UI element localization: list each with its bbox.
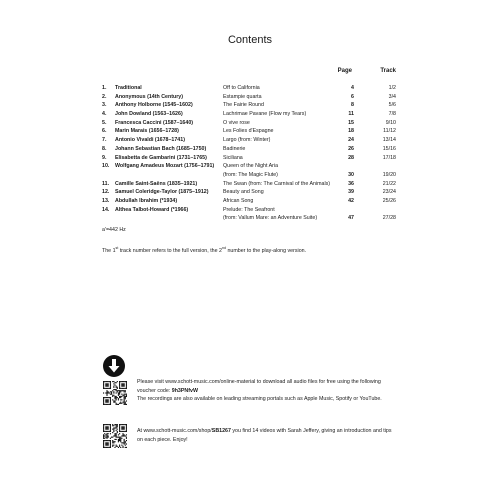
table-row	[102, 84, 402, 93]
entry-number: 12.	[102, 189, 110, 196]
composer-name: Wolfgang Amadeus Mozart (1756–1791)	[115, 163, 215, 170]
page-number: 24	[348, 137, 354, 144]
entry-number: 2.	[102, 93, 107, 100]
video-info	[137, 427, 397, 444]
page-number: 28	[348, 154, 354, 161]
composer-name: Anonymous (14th Century)	[115, 93, 183, 100]
table-row	[102, 154, 402, 163]
tuning-note: a'=442 Hz	[102, 227, 126, 233]
table-row	[102, 110, 402, 119]
table-row	[102, 136, 402, 145]
piece-title: Off to California	[223, 85, 260, 91]
piece-title: (from: The Magic Flute)	[223, 171, 278, 178]
composer-name: Abdullah Ibrahim (*1934)	[115, 197, 178, 204]
entry-number: 5.	[102, 119, 107, 126]
note-text-3: number to the play-along version.	[225, 247, 307, 254]
composer-name: Samuel Coleridge-Taylor (1875–1912)	[115, 189, 209, 196]
page-number: 30	[348, 171, 354, 178]
composer-name: Marin Marais (1656–1728)	[115, 128, 179, 135]
column-header-track: Track	[380, 68, 396, 74]
entry-number: 10.	[102, 163, 110, 170]
track-number: 7/8	[388, 111, 396, 118]
track-number: 21/22	[382, 180, 396, 187]
piece-title: Prelude: The Seafront	[223, 206, 275, 213]
composer-name: Johann Sebastian Bach (1685–1750)	[115, 145, 207, 152]
page-title: Contents	[227, 34, 273, 46]
track-number: 19/20	[382, 171, 396, 178]
entry-number: 3.	[102, 102, 107, 109]
entry-number: 9.	[102, 154, 107, 161]
entry-number: 1.	[102, 85, 107, 91]
page-number: 36	[348, 180, 354, 187]
page-number: 42	[348, 197, 354, 204]
piece-title: The Swan (from: The Carnival of the Animals)	[223, 180, 331, 187]
piece-title: Les Folies d'Espagne	[223, 128, 274, 135]
video-info-suffix: you find 14 videos with Sarah Jeffery, giving an introduction and tips on each piece. Enjoy!	[137, 428, 392, 443]
track-number-note	[102, 246, 306, 254]
column-header-page: Page	[337, 68, 352, 74]
table-row	[102, 171, 402, 180]
track-number: 1/2	[388, 85, 396, 91]
piece-title: Siciliana	[223, 154, 243, 161]
table-row	[102, 119, 402, 128]
entry-number: 13.	[102, 197, 110, 204]
audio-download-info	[137, 378, 397, 404]
shop-code: SB1267	[211, 428, 231, 434]
page-number: 39	[348, 189, 354, 196]
track-number: 11/12	[383, 128, 396, 135]
qr-code-icon[interactable]	[103, 381, 127, 405]
page-number: 6	[351, 93, 354, 100]
composer-name: Antonio Vivaldi (1678–1741)	[115, 137, 185, 144]
piece-title: Largo (from: Winter)	[223, 137, 271, 144]
track-number: 9/10	[385, 119, 396, 126]
track-number: 15/16	[382, 145, 396, 152]
page-number: 15	[348, 119, 354, 126]
page-number: 4	[351, 85, 354, 91]
piece-title: Badinerie	[223, 145, 246, 152]
piece-title: The Fairie Round	[223, 102, 264, 109]
table-row	[102, 127, 402, 136]
entry-number: 11.	[102, 180, 110, 187]
composer-name: Elisabetta de Gambarini (1731–1765)	[115, 154, 207, 161]
audio-info-text: Please visit www.schott-music.com/online-material to download all audio files for free using the following voucher code:	[137, 379, 381, 394]
note-sup-1: st	[115, 246, 119, 250]
contents-table	[102, 84, 402, 223]
table-row	[102, 145, 402, 154]
table-row	[102, 197, 402, 206]
composer-name: Traditional	[115, 85, 142, 91]
page-number: 18	[348, 128, 354, 135]
piece-title: Lachrimae Pavane (Flow my Tears)	[223, 111, 307, 118]
table-row	[102, 180, 402, 189]
page-number: 11	[348, 111, 354, 118]
video-info-prefix: At www.schott-music.com/shop/	[137, 428, 212, 434]
track-number: 5/6	[388, 102, 396, 109]
streaming-info-text: The recordings are also available on leading streaming portals such as Apple Music, Spotify or YouTube.	[137, 396, 382, 403]
qr-code-icon[interactable]	[103, 424, 127, 448]
track-number: 25/26	[382, 197, 396, 204]
piece-title: African Song	[223, 197, 254, 204]
entry-number: 6.	[102, 128, 107, 135]
entry-number: 7.	[102, 137, 107, 144]
page-number: 47	[348, 215, 354, 222]
track-number: 13/14	[382, 137, 396, 144]
table-row	[102, 162, 402, 171]
track-number: 17/18	[382, 154, 396, 161]
note-sup-2: nd	[221, 246, 226, 250]
table-row	[102, 188, 402, 197]
track-number: 27/28	[382, 215, 396, 222]
download-arrow-icon	[103, 355, 125, 377]
piece-title: Beauty and Song	[223, 189, 264, 196]
page-number: 26	[348, 145, 354, 152]
piece-title: (from: Vallum Mare: an Adventure Suite)	[223, 215, 318, 222]
table-row	[102, 93, 402, 102]
voucher-code: 9h3PNfvW	[171, 387, 198, 394]
note-text-1: The 1	[102, 247, 116, 254]
table-row	[102, 206, 402, 215]
composer-name: Anthony Holborne (1545–1602)	[115, 102, 193, 109]
composer-name: Althea Talbot-Howard (*1966)	[115, 206, 189, 213]
composer-name: Francesca Caccini (1587–1640)	[115, 119, 194, 126]
track-number: 23/24	[382, 189, 396, 196]
piece-title: O vive rose	[223, 119, 250, 126]
composer-name: John Dowland (1563–1626)	[115, 111, 183, 118]
entry-number: 14.	[102, 206, 110, 213]
track-number: 3/4	[388, 93, 396, 100]
composer-name: Camille Saint-Saëns (1835–1921)	[115, 180, 198, 187]
table-row	[102, 214, 402, 223]
page-number: 8	[351, 102, 354, 109]
piece-title: Queen of the Night Aria	[223, 163, 279, 170]
piece-title: Estampie quarta	[223, 93, 262, 100]
table-row	[102, 101, 402, 110]
entry-number: 4.	[102, 111, 107, 118]
entry-number: 8.	[102, 145, 107, 152]
note-text-2: track number refers to the full version, the 2	[118, 247, 222, 254]
